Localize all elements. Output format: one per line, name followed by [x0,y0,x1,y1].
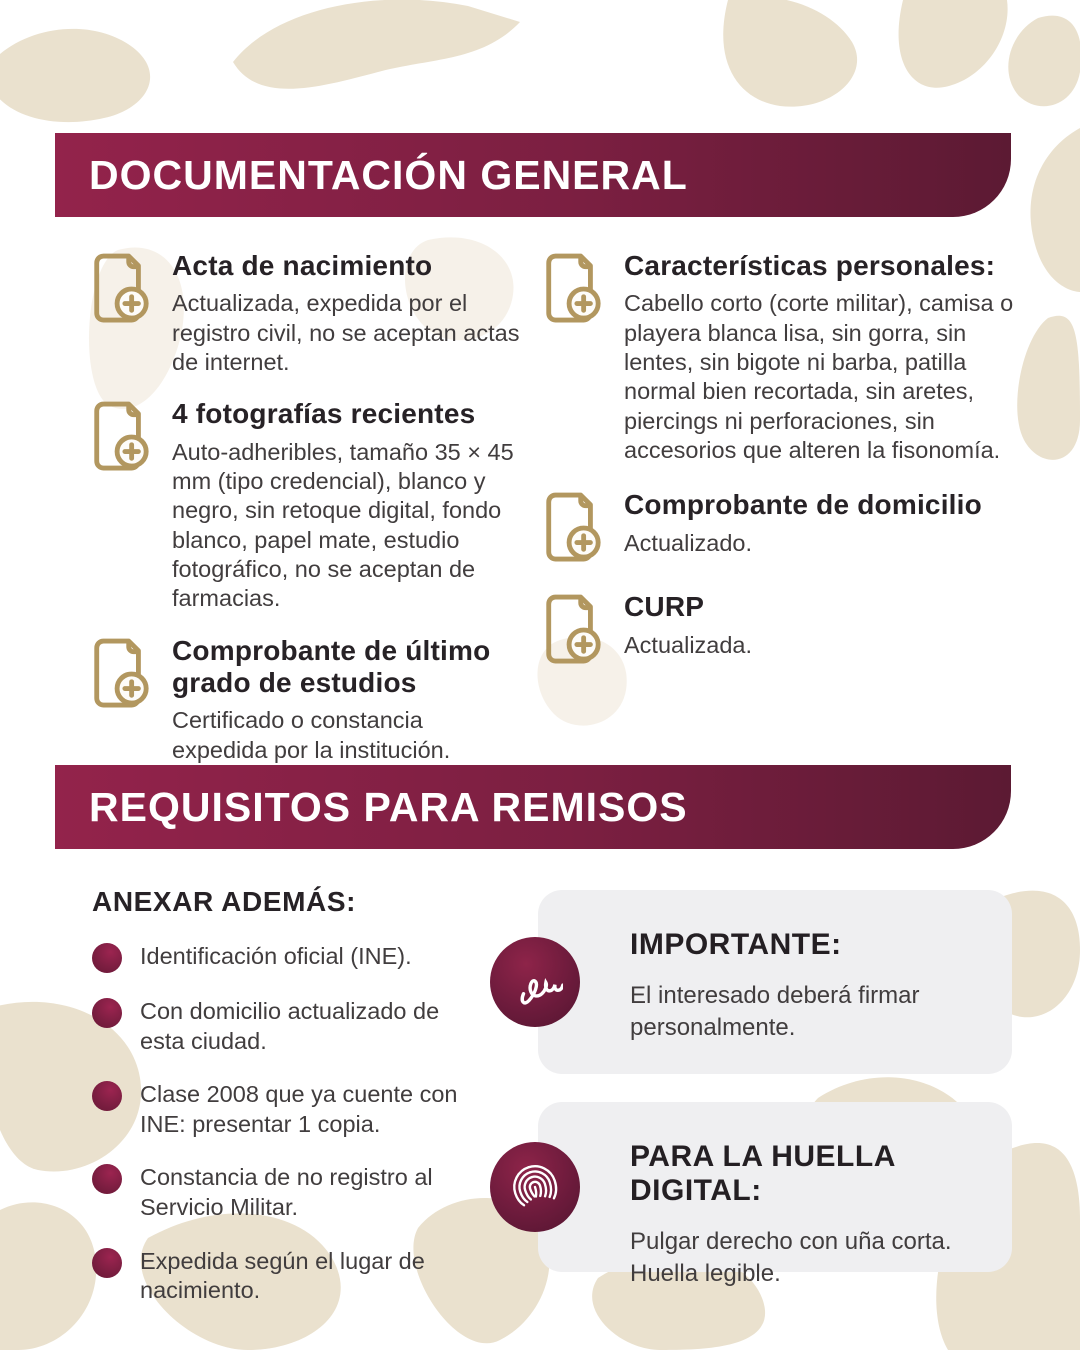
card-title: PARA LA HUELLA DIGITAL: [630,1140,895,1207]
item-title: Comprobante de domicilio [624,489,982,521]
section-title-documentacion: DOCUMENTACIÓN GENERAL [89,151,688,198]
documentation-right-column [540,250,1015,669]
item-text [172,398,522,613]
card-title: IMPORTANTE: [630,928,842,961]
card-body: Pulgar derecho con uña corta. Huella legible. [630,1228,952,1288]
bullet-text: Identificación oficial (INE). [140,943,412,969]
list-item [92,1247,472,1306]
list-item-fotografias [88,398,528,613]
bullet-dot-icon [92,1248,122,1278]
item-text [172,635,522,765]
bullet-text: Clase 2008 que ya cuente con INE: presentar 1 copia. [140,1081,458,1137]
document-add-icon [88,398,152,476]
bullet-dot-icon [92,943,122,973]
list-item-curp [540,591,1015,669]
list-item [92,1080,472,1139]
item-text [624,591,1015,669]
annex-heading: ANEXAR ADEMÁS: [92,886,357,917]
bullet-text: Con domicilio actualizado de esta ciudad. [140,998,440,1054]
item-text [624,489,1015,567]
fingerprint-icon [490,1142,580,1232]
card-body: El interesado deberá firmar personalmente. [630,982,920,1042]
item-title: CURP [624,591,705,623]
item-body: Cabello corto (corte militar), camisa o playera blanca lisa, sin gorra, sin lentes, sin bigote ni barba, patilla normal bien recortada, sin aretes, piercings ni perforaciones, sin accesorios que alteren la fisonomía. [624,290,1014,464]
item-title: Comprobante de último grado de estudios [172,634,491,698]
list-item-acta-nacimiento [88,250,528,377]
bullet-dot-icon [92,1164,122,1194]
list-item [92,1163,472,1222]
list-item [92,997,472,1056]
annex-list [92,886,472,1306]
card-importante [538,890,1012,1074]
bullet-dot-icon [92,1081,122,1111]
bullet-dot-icon [92,998,122,1028]
item-text [172,250,522,377]
list-item-caracteristicas [540,250,1015,465]
bullet-text: Expedida según el lugar de nacimiento. [140,1247,425,1304]
item-body: Certificado o constancia expedida por la institución. [172,707,451,763]
list-item-comprobante-domicilio [540,489,1015,567]
document-add-icon [540,591,604,669]
item-text [624,250,1015,465]
bullet-text: Constancia de no registro al Servicio Militar. [140,1164,433,1221]
section-band-documentacion [55,133,1011,217]
section-title-remisos: REQUISITOS PARA REMISOS [89,783,688,830]
item-body: Actualizado. [624,529,753,556]
item-title: 4 fotografías recientes [172,398,476,430]
signature-icon [490,937,580,1027]
item-title: Características personales: [624,250,996,281]
section-band-remisos [55,765,1011,849]
list-item [92,942,472,973]
list-item-comprobante-estudios [88,635,528,765]
documentation-left-column [88,250,528,765]
card-huella-digital [538,1102,1012,1288]
fingerprint-glyph [506,1158,564,1216]
document-add-icon [540,489,604,567]
item-body: Actualizada, expedida por el registro civil, no se aceptan actas de internet. [172,290,520,375]
item-body: Auto-adheribles, tamaño 35 × 45 mm (tipo credencial), blanco y negro, sin retoque digital, fondo blanco, papel mate, estudio fotográfico, no se aceptan de farmacias. [172,438,514,612]
document-add-icon [540,250,604,328]
item-body: Actualizada. [624,631,753,658]
document-add-icon [88,635,152,713]
item-title: Acta de nacimiento [172,250,433,281]
signature-glyph [507,954,563,1010]
document-add-icon [88,250,152,328]
